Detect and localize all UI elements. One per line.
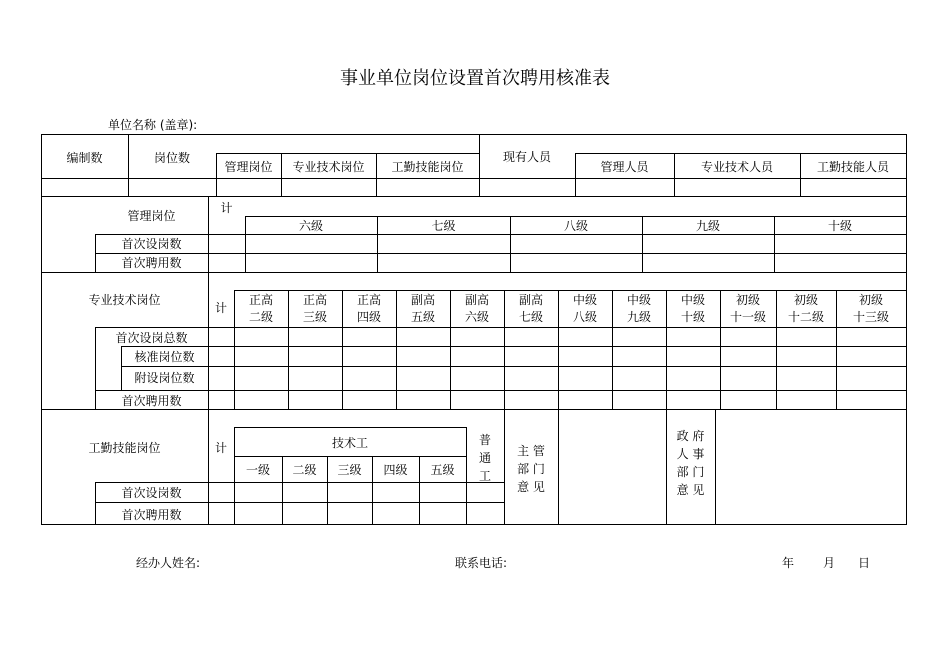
phone-label: 联系电话: — [455, 556, 508, 570]
worker-row-label: 首次聘用数 — [121, 508, 182, 522]
supervisor-opinion-label: 主 管 部 门 意 见 — [517, 444, 545, 494]
mgmt-row-label: 首次聘用数 — [121, 256, 182, 270]
skilled-worker-header: 技术工 — [331, 436, 368, 450]
tech-row-label: 首次聘用数 — [121, 394, 182, 408]
unit-name-label: 单位名称 (盖章): — [108, 118, 198, 132]
form-title: 事业单位岗位设置首次聘用核准表 — [340, 68, 610, 89]
establishment-header: 编制数 — [66, 151, 103, 165]
day-label: 日 — [858, 556, 871, 570]
tech-row-label: 核准岗位数 — [134, 350, 195, 364]
worker-grade: 二级 — [292, 463, 317, 477]
mgmt-grade: 九级 — [695, 219, 720, 233]
worker-section-label: 工勤技能岗位 — [88, 441, 161, 455]
tech-section-label: 专业技术岗位 — [88, 293, 161, 307]
year-label: 年 — [782, 556, 795, 570]
tech-grade: 副高 五级 — [410, 293, 435, 325]
tech-grade: 初级 十三级 — [852, 293, 889, 325]
current-staff-header: 现有人员 — [502, 150, 551, 164]
tech-row-label: 附设岗位数 — [134, 371, 195, 385]
government-opinion-label: 政 府 人 事 部 门 意 见 — [676, 429, 705, 497]
tech-grade: 初级 十一级 — [729, 293, 766, 325]
mgmt-row-label: 首次设岗数 — [121, 237, 182, 251]
mgmt-grade: 十级 — [827, 219, 852, 233]
mgmt-grade: 六级 — [298, 219, 323, 233]
mgmt-grade: 八级 — [563, 219, 588, 233]
posts-header: 岗位数 — [153, 151, 190, 165]
worker-grade: 五级 — [430, 463, 455, 477]
tech-grade: 副高 六级 — [464, 293, 489, 325]
post-type-mgmt: 管理岗位 — [224, 160, 273, 174]
tech-grade: 副高 七级 — [518, 293, 543, 325]
staff-type-mgmt: 管理人员 — [600, 160, 649, 174]
tech-grade: 正高 三级 — [302, 293, 327, 325]
worker-grade: 四级 — [383, 463, 408, 477]
worker-total-label: 计 — [214, 441, 227, 455]
handler-name-label: 经办人姓名: — [136, 556, 201, 570]
mgmt-total-label: 计 — [220, 201, 233, 215]
worker-row-label: 首次设岗数 — [121, 486, 182, 500]
worker-grade: 三级 — [337, 463, 362, 477]
tech-grade: 正高 二级 — [248, 293, 273, 325]
tech-row-label: 首次设岗总数 — [115, 331, 188, 345]
tech-total-label: 计 — [214, 301, 227, 315]
staff-type-worker: 工勤技能人员 — [816, 160, 889, 174]
tech-grade: 中级 十级 — [680, 293, 705, 325]
tech-grade: 中级 八级 — [572, 293, 597, 325]
month-label: 月 — [823, 556, 836, 570]
worker-grade: 一级 — [245, 463, 270, 477]
mgmt-section-label: 管理岗位 — [127, 209, 176, 223]
tech-grade: 正高 四级 — [356, 293, 381, 325]
post-type-worker: 工勤技能岗位 — [391, 160, 464, 174]
mgmt-grade: 七级 — [431, 219, 456, 233]
tech-grade: 初级 十二级 — [787, 293, 824, 325]
tech-grade: 中级 九级 — [626, 293, 651, 325]
general-worker-header: 普 通 工 — [478, 433, 491, 483]
post-type-tech: 专业技术岗位 — [292, 160, 365, 174]
staff-type-tech: 专业技术人员 — [700, 160, 773, 174]
